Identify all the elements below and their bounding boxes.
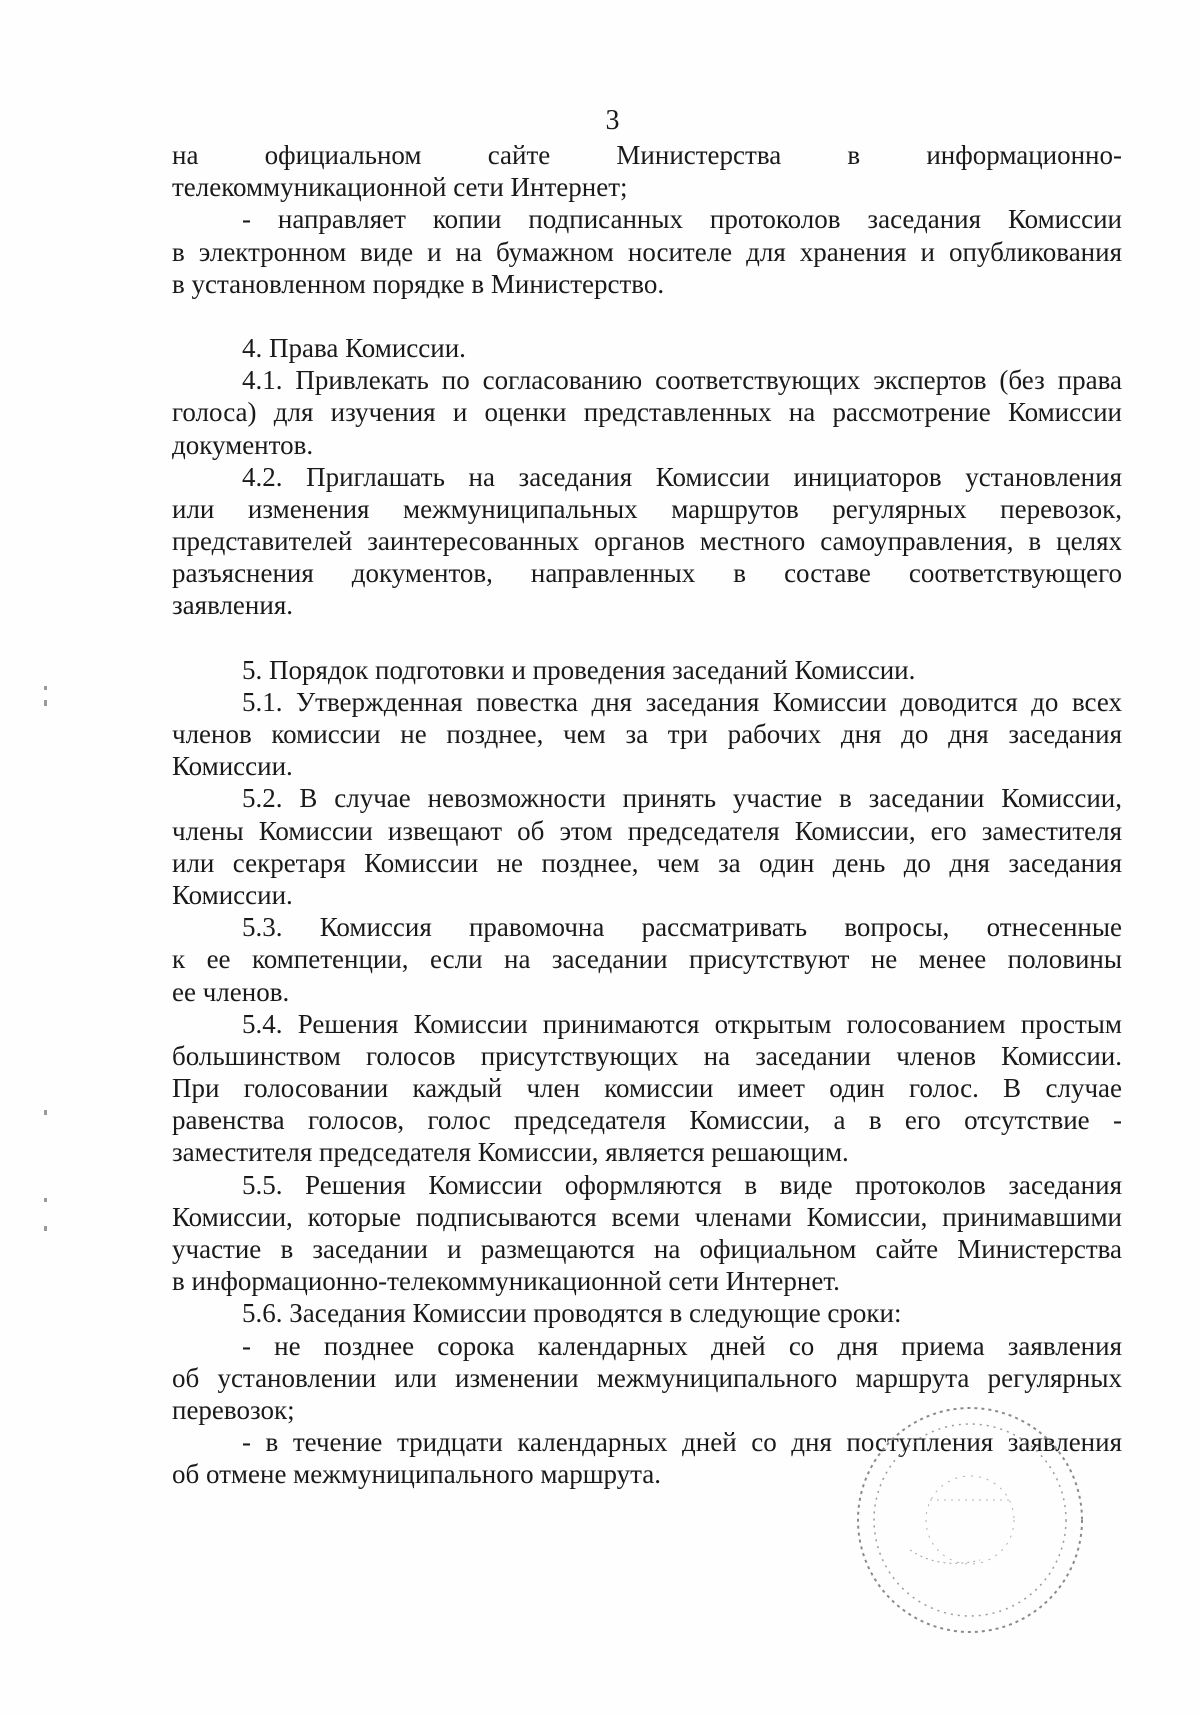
text-line: об отмене межмуниципального маршрута. (172, 1459, 662, 1490)
margin-mark (44, 1226, 47, 1231)
text-line: 5.1. Утвержденная повестка дня заседания Комиссии доводится до всех (242, 686, 1122, 717)
text-line: 4.1. Привлекать по согласованию соответствующих экспертов (без права (242, 365, 1122, 396)
text-line: При голосовании каждый член комиссии имеет один голос. В случае (172, 1073, 1122, 1104)
text-line: участие в заседании и размещаются на официальном сайте Министерства (172, 1234, 1122, 1264)
text-line: заявления. (172, 590, 293, 621)
text-line: заместителя председателя Комиссии, является решающим. (172, 1137, 849, 1168)
paragraph-gap (172, 622, 1122, 654)
document-body (172, 139, 1122, 1491)
text-line: телекоммуникационной сети Интернет; (172, 172, 628, 203)
text-line: об установлении или изменении межмуниципального маршрута регулярных (172, 1362, 1122, 1393)
text-line: - направляет копии подписанных протоколов заседания Комиссии (242, 204, 1122, 235)
text-line: документов. (172, 429, 314, 460)
text-line: голоса) для изучения и оценки представленных на рассмотрение Комиссии (172, 397, 1122, 428)
margin-mark (44, 700, 47, 706)
text-line: или секретаря Комиссии не позднее, чем за один день до дня заседания (172, 847, 1122, 878)
text-line: 4. Права Комиссии. (242, 332, 466, 363)
text-line: 5.2. В случае невозможности принять участие в заседании Комиссии, (242, 783, 1122, 814)
text-line: - в течение тридцати календарных дней со дня поступления заявления (242, 1427, 1122, 1458)
text-line: Комиссии. (172, 751, 293, 782)
margin-mark (44, 1110, 47, 1115)
margin-mark (44, 1198, 47, 1202)
text-line: 4.2. Приглашать на заседания Комиссии инициаторов установления (242, 461, 1122, 492)
text-line: 5.6. Заседания Комиссии проводятся в следующие сроки: (242, 1298, 902, 1329)
text-line: равенства голосов, голос председателя Комиссии, а в его отсутствие - (172, 1105, 1122, 1136)
text-line: Комиссии, которые подписываются всеми членами Комиссии, принимавшими (172, 1201, 1122, 1232)
text-line: разъяснения документов, направленных в составе соответствующего (172, 558, 1122, 589)
text-line: в электронном виде и на бумажном носителе для хранения и опубликования (172, 236, 1122, 267)
text-line: или изменения межмуниципальных маршрутов регулярных перевозок, (172, 493, 1122, 524)
page-number: 3 (605, 105, 620, 136)
text-line: - не позднее сорока календарных дней со дня приема заявления (242, 1330, 1122, 1361)
paragraph-gap (172, 300, 1122, 332)
text-line: члены Комиссии извещают об этом председателя Комиссии, его заместителя (172, 815, 1122, 846)
text-line: 5. Порядок подготовки и проведения заседаний Комиссии. (242, 654, 916, 685)
text-line: к ее компетенции, если на заседании присутствуют не менее половины (172, 944, 1122, 975)
text-line: большинством голосов присутствующих на заседании членов Комиссии. (172, 1040, 1122, 1071)
text-line: 5.5. Решения Комиссии оформляются в виде протоколов заседания (242, 1169, 1122, 1200)
text-line: 5.4. Решения Комиссии принимаются открытым голосованием простым (242, 1008, 1122, 1039)
text-line: Комиссии. (172, 879, 293, 910)
text-line: на официальном сайте Министерства в информационно- (172, 140, 1122, 170)
margin-mark (44, 686, 47, 690)
text-line: в информационно-телекоммуникационной сети Интернет. (172, 1266, 840, 1297)
text-line: 5.3. Комиссия правомочна рассматривать вопросы, отнесенные (242, 912, 1122, 943)
text-line: ее членов. (172, 976, 290, 1007)
text-line: представителей заинтересованных органов местного самоуправления, в целях (172, 526, 1122, 557)
official-seal-stamp (850, 1400, 1090, 1640)
text-line: членов комиссии не позднее, чем за три рабочих дня до дня заседания (172, 719, 1122, 749)
text-line: в установленном порядке в Министерство. (172, 268, 665, 299)
text-line: перевозок; (172, 1394, 295, 1425)
